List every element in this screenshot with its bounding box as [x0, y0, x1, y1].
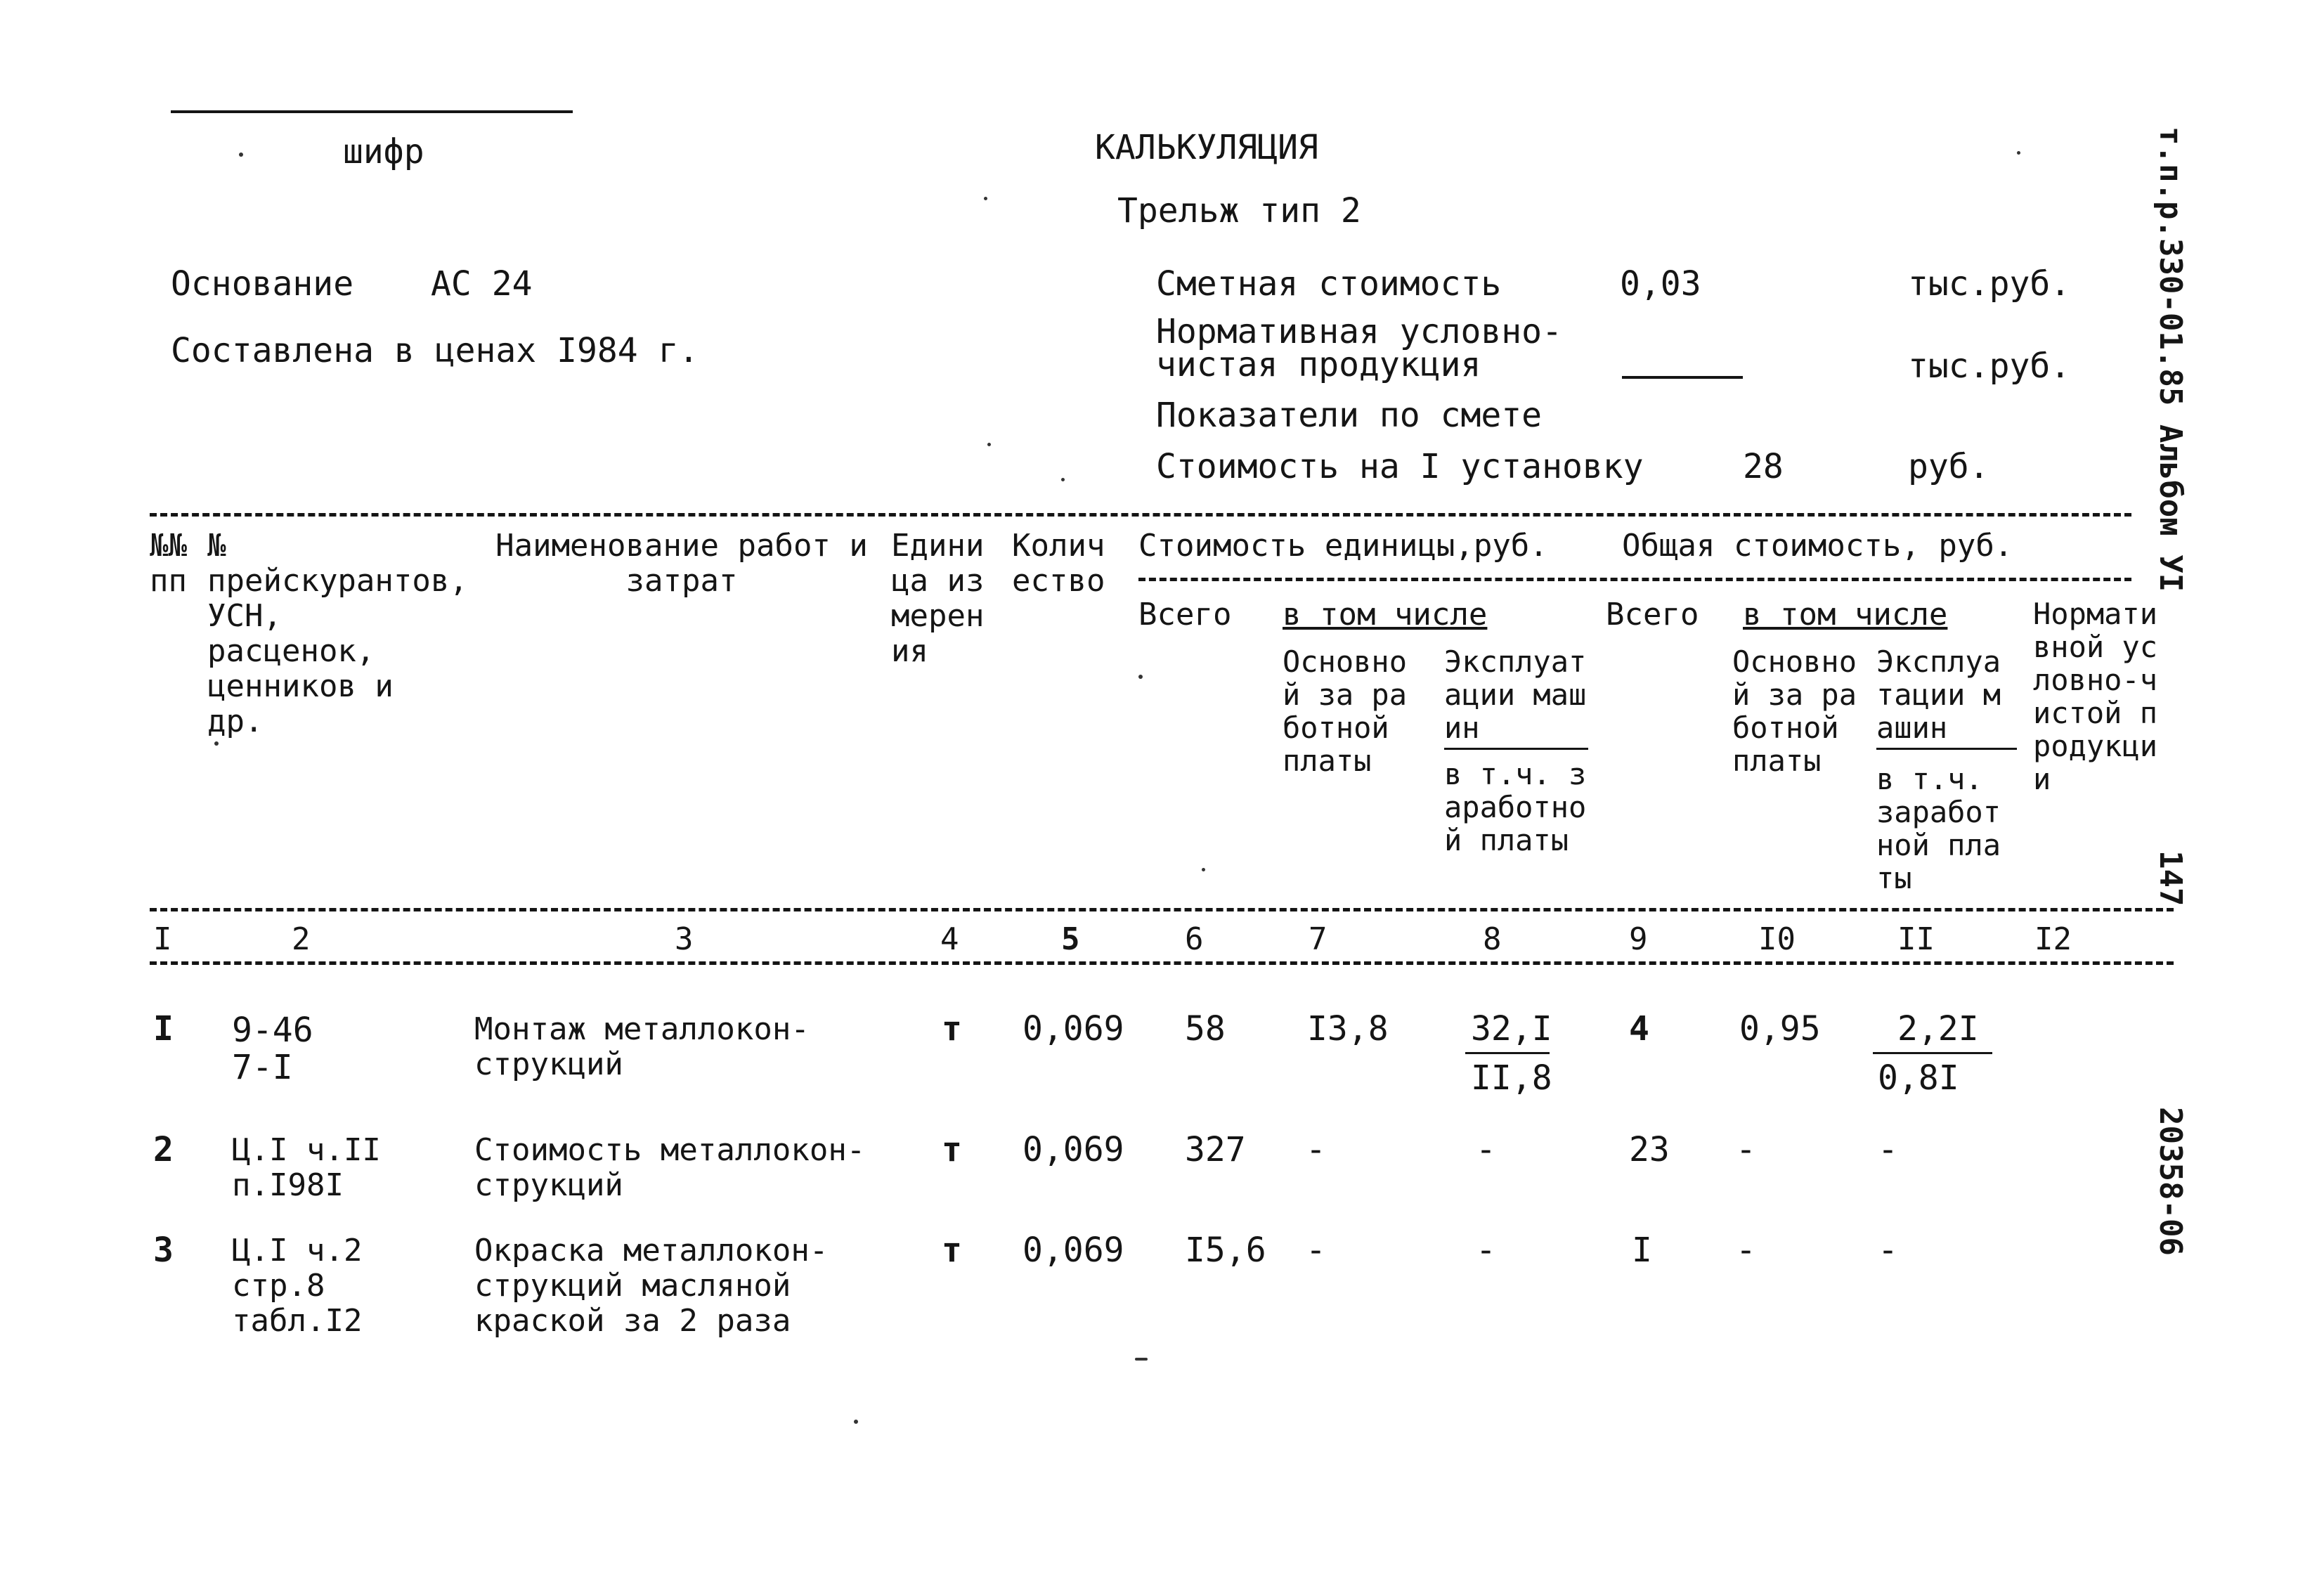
total-machine-header: Эксплуатации машин — [1876, 644, 2001, 745]
normative-value-line — [1622, 376, 1743, 379]
row-3-code: Ц.I ч.2 стр.8 табл.I2 — [232, 1233, 363, 1339]
col-number-1: I — [153, 921, 172, 957]
normative-unit: тыс.руб. — [1908, 346, 2071, 386]
cost-per-unit-unit: руб. — [1908, 447, 1989, 486]
col-1-header: №№ пп — [150, 528, 187, 599]
row-2-unit-machine: - — [1476, 1130, 1496, 1169]
document-subtitle: Трельж тип 2 — [1117, 191, 1361, 231]
unit-machine-divider — [1444, 748, 1588, 750]
row-3-total-machine: - — [1878, 1231, 1898, 1270]
total-machine-divider — [1876, 748, 2017, 750]
row-2-unit-total: 327 — [1185, 1130, 1246, 1169]
indicators-label: Показатели по смете — [1156, 396, 1543, 435]
album-reference: т.п.р.330-01.85 Альбом УI — [2153, 126, 2188, 592]
col-number-8: 8 — [1483, 921, 1502, 957]
row-1-unit: т — [942, 1009, 962, 1049]
unit-total-header: Всего — [1138, 597, 1232, 632]
row-3-unit-wage: - — [1306, 1231, 1326, 1270]
row-3-unit-total: I5,6 — [1185, 1231, 1266, 1270]
row-3-unit-machine: - — [1476, 1231, 1496, 1270]
col-number-10: I0 — [1758, 921, 1796, 957]
row-3-qty: 0,069 — [1023, 1231, 1124, 1270]
col-number-4: 4 — [940, 921, 959, 957]
scan-speck — [984, 197, 987, 200]
scan-speck — [1061, 478, 1065, 481]
col-number-2: 2 — [292, 921, 311, 957]
normative-header: Нормативной условно-чистой продукции — [2033, 597, 2158, 796]
row-1-total-machine-divider — [1873, 1052, 1992, 1054]
row-1-total-wage: 0,95 — [1739, 1009, 1821, 1049]
col-2-header: № прейскурантов, УСН, расценок, ценников и др. — [207, 528, 468, 739]
total-base-wage-header: Основной за работной платы — [1732, 644, 1857, 778]
row-3-unit: т — [942, 1231, 962, 1270]
unit-machine-header: Эксплуатации машин — [1444, 644, 1587, 745]
row-1-unit-total: 58 — [1185, 1009, 1226, 1049]
total-cost-group-header: Общая стоимость, руб. — [1622, 528, 2013, 564]
numbers-rule-top — [150, 908, 2174, 911]
cost-per-unit-label: Стоимость на I установку — [1156, 447, 1644, 486]
cost-per-unit-value: 28 — [1743, 447, 1784, 486]
row-2-name: Стоимость металлокон- струкций — [474, 1132, 866, 1203]
row-2-code: Ц.I ч.II п.I98I — [232, 1132, 381, 1203]
row-2-total-wage: - — [1736, 1130, 1756, 1169]
row-1-unit-wage: I3,8 — [1307, 1009, 1389, 1049]
scan-speck — [1138, 675, 1143, 679]
row-1-total-machine: 2,2I — [1897, 1009, 1979, 1049]
row-3-name: Окраска металлокон- струкций масляной краской за 2 раза — [474, 1233, 829, 1339]
row-3-number: 3 — [153, 1231, 174, 1270]
scan-speck — [239, 152, 243, 157]
row-3-total-wage: - — [1736, 1231, 1756, 1270]
col-number-7: 7 — [1309, 921, 1327, 957]
col-3-header: Наименование работ и затрат — [495, 528, 868, 599]
estimated-cost-unit: тыс.руб. — [1908, 264, 2071, 304]
row-1-qty: 0,069 — [1023, 1009, 1124, 1049]
normative-label-1: Нормативная условно- — [1156, 312, 1562, 351]
scan-speck — [987, 443, 991, 446]
unit-cost-group-header: Стоимость единицы,руб. — [1138, 528, 1548, 564]
row-1-code: 9-46 7-I — [232, 1011, 313, 1087]
group-rule — [1138, 578, 2131, 581]
col-number-3: 3 — [675, 921, 694, 957]
total-including-header: в том числе — [1743, 597, 1948, 632]
prices-note: Составлена в ценах I984 г. — [171, 331, 699, 370]
scan-speck — [1135, 1358, 1148, 1361]
estimated-cost-label: Сметная стоимость — [1156, 264, 1502, 304]
row-1-total-machine-wage: 0,8I — [1878, 1058, 1959, 1098]
unit-incl-wage-header: в т.ч. заработной платы — [1444, 757, 1587, 857]
row-2-total-machine: - — [1878, 1130, 1898, 1169]
cipher-label: шифр — [343, 132, 424, 171]
col-5-header: Количество — [1012, 528, 1105, 599]
row-1-total: 4 — [1629, 1009, 1649, 1049]
row-1-unit-machine-divider — [1465, 1052, 1550, 1054]
basis-label: Основание — [171, 264, 354, 304]
row-2-qty: 0,069 — [1023, 1130, 1124, 1169]
unit-base-wage-header: Основной за работной платы — [1283, 644, 1408, 778]
row-2-unit: т — [942, 1130, 962, 1169]
col-4-header: Единица измерения — [891, 528, 985, 669]
basis-value: АС 24 — [431, 264, 533, 304]
row-2-number: 2 — [153, 1130, 174, 1169]
numbers-rule-bottom — [150, 961, 2174, 965]
row-1-unit-machine-wage: II,8 — [1471, 1058, 1552, 1098]
col-number-12: I2 — [2034, 921, 2072, 957]
col-number-11: II — [1897, 921, 1935, 957]
scan-speck — [854, 1420, 858, 1424]
row-3-total: I — [1632, 1231, 1652, 1270]
scan-speck — [1202, 868, 1205, 871]
page-number: 147 — [2153, 850, 2188, 907]
unit-including-header: в том числе — [1283, 597, 1488, 632]
scan-speck — [214, 741, 219, 746]
row-2-unit-wage: - — [1306, 1130, 1326, 1169]
row-2-total: 23 — [1629, 1130, 1670, 1169]
estimated-cost-value: 0,03 — [1620, 264, 1701, 304]
table-top-rule — [150, 513, 2131, 517]
row-1-number: I — [153, 1009, 174, 1049]
document-title: КАЛЬКУЛЯЦИЯ — [1095, 128, 1318, 167]
scan-speck — [2017, 151, 2020, 155]
total-total-header: Всего — [1606, 597, 1699, 632]
normative-label-2: чистая продукция — [1156, 345, 1481, 384]
col-number-9: 9 — [1629, 921, 1648, 957]
cipher-line — [171, 110, 573, 113]
archive-number: 20358-06 — [2153, 1107, 2188, 1256]
row-1-unit-machine: 32,I — [1471, 1009, 1552, 1049]
total-incl-wage-header: в т.ч. заработной платы — [1876, 762, 2001, 895]
col-number-5: 5 — [1061, 921, 1080, 957]
col-number-6: 6 — [1185, 921, 1204, 957]
row-1-name: Монтаж металлокон- стpукций — [474, 1011, 810, 1082]
